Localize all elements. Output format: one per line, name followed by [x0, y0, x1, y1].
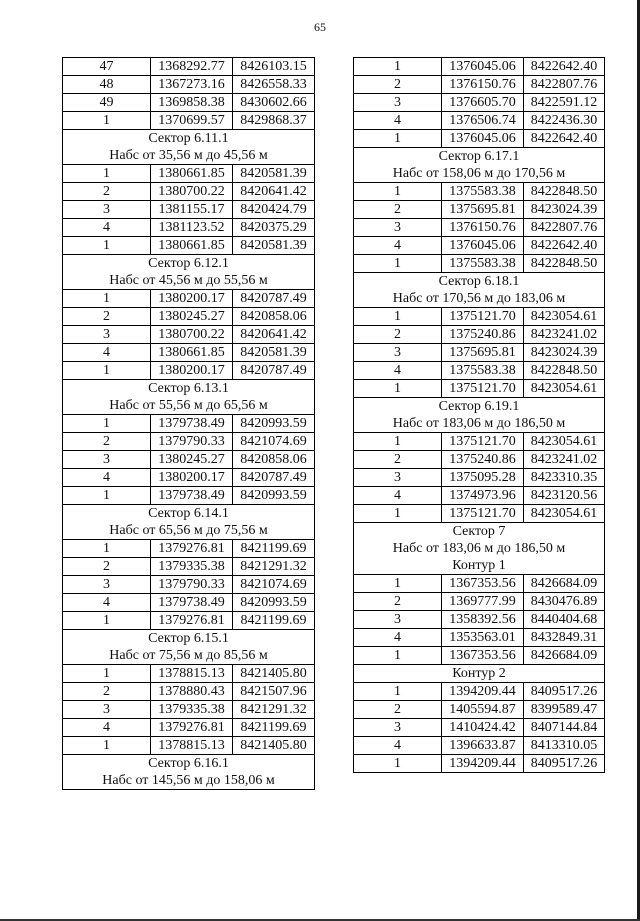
y-coordinate-cell: 8420424.79 — [233, 201, 315, 219]
x-coordinate-cell: 1353563.01 — [442, 629, 524, 647]
section-header-row — [354, 557, 605, 575]
x-coordinate-cell: 1368292.77 — [151, 58, 233, 76]
point-number-cell: 3 — [63, 451, 151, 469]
x-coordinate-cell: 1380700.22 — [151, 326, 233, 344]
x-coordinate-cell: 1375095.28 — [442, 469, 524, 487]
section-header: Сектор 6.13.1 — [63, 380, 315, 398]
point-number-cell: 3 — [354, 219, 442, 237]
section-header: Контур 1 — [354, 557, 605, 575]
table-row — [354, 487, 605, 505]
section-header-row — [63, 772, 315, 790]
point-number-cell: 3 — [63, 326, 151, 344]
x-coordinate-cell: 1376045.06 — [442, 130, 524, 148]
table-row — [63, 451, 315, 469]
x-coordinate-cell: 1396633.87 — [442, 737, 524, 755]
point-number-cell: 4 — [354, 112, 442, 130]
table-row — [63, 344, 315, 362]
x-coordinate-cell: 1378815.13 — [151, 665, 233, 683]
x-coordinate-cell: 1381123.52 — [151, 219, 233, 237]
x-coordinate-cell: 1378815.13 — [151, 737, 233, 755]
table-row — [63, 290, 315, 308]
section-header: Контур 2 — [354, 665, 605, 683]
section-header: Набс от 45,56 м до 55,56 м — [63, 272, 315, 290]
section-header-row — [354, 665, 605, 683]
section-header: Сектор 6.14.1 — [63, 505, 315, 523]
x-coordinate-cell: 1375240.86 — [442, 326, 524, 344]
x-coordinate-cell: 1375121.70 — [442, 380, 524, 398]
point-number-cell: 48 — [63, 76, 151, 94]
point-number-cell: 2 — [354, 201, 442, 219]
table-row — [63, 540, 315, 558]
x-coordinate-cell: 1379276.81 — [151, 540, 233, 558]
x-coordinate-cell: 1379276.81 — [151, 719, 233, 737]
table-row — [354, 201, 605, 219]
x-coordinate-cell: 1380200.17 — [151, 362, 233, 380]
point-number-cell: 2 — [63, 683, 151, 701]
table-row — [63, 183, 315, 201]
table-row — [354, 433, 605, 451]
point-number-cell: 1 — [63, 540, 151, 558]
table-row — [63, 433, 315, 451]
table-row — [354, 575, 605, 593]
point-number-cell: 3 — [63, 201, 151, 219]
y-coordinate-cell: 8420581.39 — [233, 237, 315, 255]
y-coordinate-cell: 8421199.69 — [233, 612, 315, 630]
table-row — [63, 415, 315, 433]
y-coordinate-cell: 8430602.66 — [233, 94, 315, 112]
x-coordinate-cell: 1380245.27 — [151, 451, 233, 469]
table-row — [63, 594, 315, 612]
x-coordinate-cell: 1380661.85 — [151, 344, 233, 362]
table-row — [354, 308, 605, 326]
y-coordinate-cell: 8426684.09 — [524, 575, 605, 593]
section-header: Набс от 55,56 м до 65,56 м — [63, 397, 315, 415]
x-coordinate-cell: 1380661.85 — [151, 237, 233, 255]
y-coordinate-cell: 8422807.76 — [524, 219, 605, 237]
table-row — [354, 611, 605, 629]
table-row — [63, 487, 315, 505]
point-number-cell: 1 — [354, 308, 442, 326]
coordinates-table-right-body — [354, 58, 605, 773]
x-coordinate-cell: 1376605.70 — [442, 94, 524, 112]
table-row — [354, 451, 605, 469]
section-header: Сектор 6.19.1 — [354, 398, 605, 416]
point-number-cell: 3 — [354, 344, 442, 362]
section-header: Набс от 183,06 м до 186,50 м — [354, 415, 605, 433]
y-coordinate-cell: 8420641.42 — [233, 326, 315, 344]
table-row — [63, 665, 315, 683]
table-row — [63, 201, 315, 219]
point-number-cell: 4 — [354, 362, 442, 380]
x-coordinate-cell: 1375583.38 — [442, 183, 524, 201]
point-number-cell: 1 — [354, 255, 442, 273]
coordinates-table-left-body — [63, 58, 315, 790]
x-coordinate-cell: 1380200.17 — [151, 469, 233, 487]
x-coordinate-cell: 1367353.56 — [442, 575, 524, 593]
point-number-cell: 2 — [63, 308, 151, 326]
table-row — [354, 683, 605, 701]
point-number-cell: 2 — [354, 701, 442, 719]
y-coordinate-cell: 8423310.35 — [524, 469, 605, 487]
x-coordinate-cell: 1376045.06 — [442, 58, 524, 76]
y-coordinate-cell: 8420858.06 — [233, 308, 315, 326]
x-coordinate-cell: 1410424.42 — [442, 719, 524, 737]
y-coordinate-cell: 8421074.69 — [233, 576, 315, 594]
x-coordinate-cell: 1379335.38 — [151, 558, 233, 576]
section-header-row — [63, 647, 315, 665]
point-number-cell: 1 — [63, 165, 151, 183]
table-row — [354, 380, 605, 398]
x-coordinate-cell: 1375695.81 — [442, 344, 524, 362]
coordinates-table-right — [353, 57, 605, 773]
section-header-row — [354, 148, 605, 166]
point-number-cell: 1 — [354, 683, 442, 701]
section-header-row — [63, 380, 315, 398]
point-number-cell: 4 — [354, 629, 442, 647]
y-coordinate-cell: 8422848.50 — [524, 255, 605, 273]
y-coordinate-cell: 8429868.37 — [233, 112, 315, 130]
section-header-row — [354, 523, 605, 541]
y-coordinate-cell: 8422642.40 — [524, 58, 605, 76]
point-number-cell: 1 — [354, 433, 442, 451]
section-header: Сектор 6.11.1 — [63, 130, 315, 148]
x-coordinate-cell: 1374973.96 — [442, 487, 524, 505]
x-coordinate-cell: 1375695.81 — [442, 201, 524, 219]
point-number-cell: 3 — [354, 469, 442, 487]
y-coordinate-cell: 8420581.39 — [233, 165, 315, 183]
point-number-cell: 1 — [63, 665, 151, 683]
x-coordinate-cell: 1375240.86 — [442, 451, 524, 469]
x-coordinate-cell: 1376150.76 — [442, 219, 524, 237]
table-row — [63, 165, 315, 183]
point-number-cell: 1 — [354, 755, 442, 773]
y-coordinate-cell: 8423120.56 — [524, 487, 605, 505]
y-coordinate-cell: 8440404.68 — [524, 611, 605, 629]
x-coordinate-cell: 1369858.38 — [151, 94, 233, 112]
table-row — [63, 308, 315, 326]
y-coordinate-cell: 8420993.59 — [233, 415, 315, 433]
point-number-cell: 3 — [63, 576, 151, 594]
point-number-cell: 4 — [63, 594, 151, 612]
section-header: Набс от 158,06 м до 170,56 м — [354, 165, 605, 183]
point-number-cell: 3 — [354, 611, 442, 629]
y-coordinate-cell: 8420787.49 — [233, 469, 315, 487]
table-row — [354, 58, 605, 76]
y-coordinate-cell: 8420581.39 — [233, 344, 315, 362]
x-coordinate-cell: 1380245.27 — [151, 308, 233, 326]
point-number-cell: 1 — [354, 380, 442, 398]
y-coordinate-cell: 8422436.30 — [524, 112, 605, 130]
y-coordinate-cell: 8423241.02 — [524, 326, 605, 344]
point-number-cell: 2 — [354, 326, 442, 344]
x-coordinate-cell: 1367273.16 — [151, 76, 233, 94]
section-header: Сектор 6.15.1 — [63, 630, 315, 648]
point-number-cell: 1 — [63, 415, 151, 433]
y-coordinate-cell: 8421199.69 — [233, 540, 315, 558]
table-row — [63, 683, 315, 701]
x-coordinate-cell: 1375121.70 — [442, 505, 524, 523]
y-coordinate-cell: 8426103.15 — [233, 58, 315, 76]
point-number-cell: 3 — [354, 94, 442, 112]
x-coordinate-cell: 1405594.87 — [442, 701, 524, 719]
section-header-row — [63, 522, 315, 540]
y-coordinate-cell: 8420993.59 — [233, 487, 315, 505]
y-coordinate-cell: 8426684.09 — [524, 647, 605, 665]
x-coordinate-cell: 1378880.43 — [151, 683, 233, 701]
point-number-cell: 4 — [63, 719, 151, 737]
section-header: Сектор 6.18.1 — [354, 273, 605, 291]
table-row — [354, 76, 605, 94]
y-coordinate-cell: 8432849.31 — [524, 629, 605, 647]
x-coordinate-cell: 1375583.38 — [442, 362, 524, 380]
y-coordinate-cell: 8420787.49 — [233, 290, 315, 308]
y-coordinate-cell: 8421405.80 — [233, 737, 315, 755]
table-row — [354, 255, 605, 273]
x-coordinate-cell: 1375121.70 — [442, 433, 524, 451]
table-row — [63, 469, 315, 487]
section-header-row — [63, 147, 315, 165]
y-coordinate-cell: 8421074.69 — [233, 433, 315, 451]
y-coordinate-cell: 8422591.12 — [524, 94, 605, 112]
y-coordinate-cell: 8421507.96 — [233, 683, 315, 701]
point-number-cell: 4 — [63, 219, 151, 237]
point-number-cell: 47 — [63, 58, 151, 76]
point-number-cell: 1 — [354, 505, 442, 523]
y-coordinate-cell: 8421405.80 — [233, 665, 315, 683]
point-number-cell: 1 — [354, 647, 442, 665]
table-row — [63, 558, 315, 576]
y-coordinate-cell: 8420375.29 — [233, 219, 315, 237]
table-row — [63, 701, 315, 719]
x-coordinate-cell: 1394209.44 — [442, 755, 524, 773]
section-header: Сектор 6.16.1 — [63, 755, 315, 773]
y-coordinate-cell: 8421291.32 — [233, 558, 315, 576]
section-header-row — [63, 397, 315, 415]
section-header: Сектор 7 — [354, 523, 605, 541]
x-coordinate-cell: 1394209.44 — [442, 683, 524, 701]
table-row — [63, 576, 315, 594]
x-coordinate-cell: 1380700.22 — [151, 183, 233, 201]
section-header-row — [63, 505, 315, 523]
point-number-cell: 4 — [63, 469, 151, 487]
section-header-row — [63, 630, 315, 648]
table-row — [354, 130, 605, 148]
y-coordinate-cell: 8420641.42 — [233, 183, 315, 201]
section-header: Набс от 183,06 м до 186,50 м — [354, 540, 605, 557]
point-number-cell: 4 — [63, 344, 151, 362]
point-number-cell: 2 — [354, 451, 442, 469]
table-row — [354, 183, 605, 201]
y-coordinate-cell: 8422848.50 — [524, 183, 605, 201]
section-header: Набс от 145,56 м до 158,06 м — [63, 772, 315, 790]
y-coordinate-cell: 8423054.61 — [524, 380, 605, 398]
y-coordinate-cell: 8423054.61 — [524, 308, 605, 326]
point-number-cell: 4 — [354, 487, 442, 505]
table-row — [354, 593, 605, 611]
x-coordinate-cell: 1379790.33 — [151, 433, 233, 451]
y-coordinate-cell: 8409517.26 — [524, 755, 605, 773]
point-number-cell: 1 — [354, 183, 442, 201]
x-coordinate-cell: 1375121.70 — [442, 308, 524, 326]
table-row — [63, 112, 315, 130]
table-row — [63, 612, 315, 630]
y-coordinate-cell: 8420858.06 — [233, 451, 315, 469]
y-coordinate-cell: 8413310.05 — [524, 737, 605, 755]
y-coordinate-cell: 8423024.39 — [524, 344, 605, 362]
y-coordinate-cell: 8430476.89 — [524, 593, 605, 611]
point-number-cell: 1 — [354, 575, 442, 593]
point-number-cell: 1 — [63, 362, 151, 380]
section-header-row — [63, 272, 315, 290]
y-coordinate-cell: 8423024.39 — [524, 201, 605, 219]
x-coordinate-cell: 1369777.99 — [442, 593, 524, 611]
point-number-cell: 1 — [354, 130, 442, 148]
point-number-cell: 1 — [63, 487, 151, 505]
table-row — [63, 719, 315, 737]
table-row — [354, 237, 605, 255]
point-number-cell: 4 — [354, 737, 442, 755]
y-coordinate-cell: 8422848.50 — [524, 362, 605, 380]
table-row — [354, 344, 605, 362]
y-coordinate-cell: 8409517.26 — [524, 683, 605, 701]
table-row — [354, 505, 605, 523]
table-row — [354, 94, 605, 112]
y-coordinate-cell: 8422642.40 — [524, 237, 605, 255]
table-row — [63, 94, 315, 112]
x-coordinate-cell: 1376150.76 — [442, 76, 524, 94]
x-coordinate-cell: 1358392.56 — [442, 611, 524, 629]
x-coordinate-cell: 1379790.33 — [151, 576, 233, 594]
table-row — [354, 629, 605, 647]
point-number-cell: 2 — [354, 76, 442, 94]
section-header-row — [63, 755, 315, 773]
table-row — [63, 737, 315, 755]
y-coordinate-cell: 8422807.76 — [524, 76, 605, 94]
x-coordinate-cell: 1380200.17 — [151, 290, 233, 308]
section-header-row — [354, 273, 605, 291]
table-row — [63, 362, 315, 380]
x-coordinate-cell: 1379335.38 — [151, 701, 233, 719]
y-coordinate-cell: 8420993.59 — [233, 594, 315, 612]
point-number-cell: 2 — [63, 558, 151, 576]
x-coordinate-cell: 1376045.06 — [442, 237, 524, 255]
y-coordinate-cell: 8407144.84 — [524, 719, 605, 737]
coordinates-table-left — [62, 57, 315, 790]
point-number-cell: 3 — [63, 701, 151, 719]
x-coordinate-cell: 1381155.17 — [151, 201, 233, 219]
section-header-row — [63, 130, 315, 148]
point-number-cell: 2 — [354, 593, 442, 611]
point-number-cell: 1 — [63, 237, 151, 255]
point-number-cell: 1 — [63, 290, 151, 308]
section-header: Набс от 75,56 м до 85,56 м — [63, 647, 315, 665]
section-header: Сектор 6.12.1 — [63, 255, 315, 273]
y-coordinate-cell: 8423054.61 — [524, 505, 605, 523]
point-number-cell: 49 — [63, 94, 151, 112]
table-row — [354, 362, 605, 380]
page-number: 65 — [314, 20, 326, 34]
point-number-cell: 1 — [63, 737, 151, 755]
point-number-cell: 4 — [354, 237, 442, 255]
x-coordinate-cell: 1380661.85 — [151, 165, 233, 183]
section-header: Набс от 65,56 м до 75,56 м — [63, 522, 315, 540]
section-header: Набс от 170,56 м до 183,06 м — [354, 290, 605, 308]
table-row — [354, 469, 605, 487]
y-coordinate-cell: 8426558.33 — [233, 76, 315, 94]
x-coordinate-cell: 1379738.49 — [151, 594, 233, 612]
point-number-cell: 1 — [354, 58, 442, 76]
x-coordinate-cell: 1379738.49 — [151, 415, 233, 433]
point-number-cell: 1 — [63, 612, 151, 630]
x-coordinate-cell: 1370699.57 — [151, 112, 233, 130]
table-row — [354, 326, 605, 344]
section-header-row — [63, 255, 315, 273]
table-row — [354, 647, 605, 665]
y-coordinate-cell: 8421199.69 — [233, 719, 315, 737]
y-coordinate-cell: 8420787.49 — [233, 362, 315, 380]
section-header-row — [354, 398, 605, 416]
section-header: Сектор 6.17.1 — [354, 148, 605, 166]
y-coordinate-cell: 8423054.61 — [524, 433, 605, 451]
section-header-row — [354, 415, 605, 433]
x-coordinate-cell: 1379276.81 — [151, 612, 233, 630]
table-row — [63, 237, 315, 255]
table-row — [63, 58, 315, 76]
table-row — [63, 76, 315, 94]
x-coordinate-cell: 1376506.74 — [442, 112, 524, 130]
x-coordinate-cell: 1367353.56 — [442, 647, 524, 665]
x-coordinate-cell: 1375583.38 — [442, 255, 524, 273]
section-header: Набс от 35,56 м до 45,56 м — [63, 147, 315, 165]
table-row — [354, 737, 605, 755]
point-number-cell: 3 — [354, 719, 442, 737]
table-row — [354, 719, 605, 737]
section-header-row — [354, 540, 605, 557]
table-row — [354, 219, 605, 237]
point-number-cell: 2 — [63, 183, 151, 201]
y-coordinate-cell: 8423241.02 — [524, 451, 605, 469]
table-row — [63, 219, 315, 237]
table-row — [354, 112, 605, 130]
table-row — [354, 701, 605, 719]
x-coordinate-cell: 1379738.49 — [151, 487, 233, 505]
y-coordinate-cell: 8421291.32 — [233, 701, 315, 719]
section-header-row — [354, 165, 605, 183]
table-row — [63, 326, 315, 344]
point-number-cell: 2 — [63, 433, 151, 451]
point-number-cell: 1 — [63, 112, 151, 130]
y-coordinate-cell: 8422642.40 — [524, 130, 605, 148]
table-row — [354, 755, 605, 773]
section-header-row — [354, 290, 605, 308]
y-coordinate-cell: 8399589.47 — [524, 701, 605, 719]
